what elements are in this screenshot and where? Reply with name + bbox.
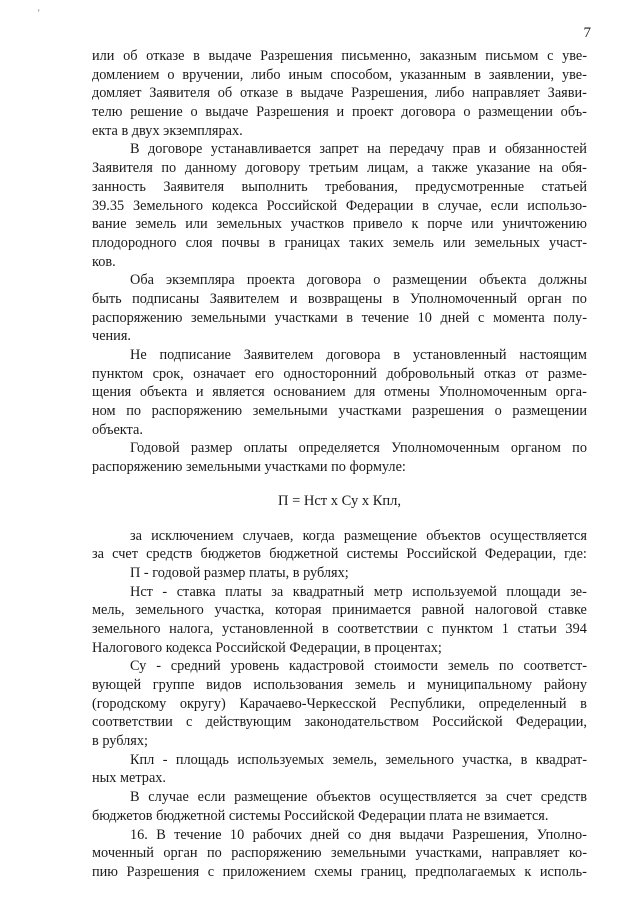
formula: П = Нст х Су х Кпл,: [278, 492, 401, 509]
text-line: [92, 122, 587, 141]
text-line-content: объекта.: [92, 421, 143, 438]
text-line-content: моченный орган по распоряжению земельными участками, направляет ко-: [92, 845, 587, 862]
text-line: [92, 103, 587, 122]
text-line-content: ном по распоряжению земельными участками разрешения о размещении: [92, 403, 587, 420]
text-line: [92, 140, 587, 159]
text-line-content: Оба экземпляра проекта договора о размещении объекта должны: [130, 272, 587, 289]
text-line: [92, 421, 587, 440]
text-line: [92, 713, 587, 732]
text-line: [92, 458, 587, 477]
text-line: [92, 527, 587, 546]
text-line-content: Заявителя по данному договору третьим лицам, а также указание на обя-: [92, 160, 587, 177]
text-line: [92, 309, 587, 328]
text-line-content: соответствии с действующим законодательством Российской Федерации,: [92, 714, 587, 731]
text-line: [92, 215, 587, 234]
text-line-content: 16. В течение 10 рабочих дней со дня выдачи Разрешения, Уполно-: [130, 826, 587, 843]
text-line-content: домлением о вручении, либо иным способом, указанным в заявлении, уве-: [92, 66, 587, 83]
text-line-content: земельного налога, установленной в соответствии с пунктом 1 статьи 394: [92, 620, 587, 637]
text-line-content: Су - средний уровень кадастровой стоимости земель по соответст-: [130, 658, 587, 675]
text-line: [92, 327, 587, 346]
scan-mark: ': [38, 8, 40, 18]
text-line: [92, 751, 587, 770]
text-line-content: бюджетов бюджетной системы Российской Федерации плата не взимается.: [92, 807, 549, 824]
text-line-content: 39.35 Земельного кодекса Российской Федерации в случае, если использо-: [92, 197, 587, 214]
text-line: [92, 583, 587, 602]
text-line-content: чения.: [92, 328, 131, 345]
text-line-content: щения объекта и является основанием для отмены Уполномоченным орга-: [92, 384, 587, 401]
text-line-content: (городскому округу) Карачаево-Черкесской Республики, определенный в: [92, 695, 587, 712]
text-line-content: вующей группе видов использования земель и муниципальному району: [92, 677, 587, 693]
text-line-content: или об отказе в выдаче Разрешения письменно, заказным письмом с уве-: [92, 48, 587, 64]
text-line-content: В случае если размещение объектов осуществляется за счет средств: [130, 789, 587, 806]
text-line: [92, 620, 587, 639]
text-line-content: за исключением случаев, когда размещение объектов осуществляется: [130, 527, 587, 544]
text-line-content: за счет средств бюджетов бюджетной системы Российской Федерации, где:: [92, 546, 587, 563]
text-line: [92, 545, 587, 564]
text-line-content: домляет Заявителя об отказе в выдаче Разрешения, либо направляет Заяви-: [92, 85, 587, 102]
page-number: 7: [583, 25, 591, 41]
text-line: [92, 676, 587, 695]
text-line: [92, 769, 587, 788]
text-line: [92, 47, 587, 66]
text-line: [92, 159, 587, 178]
document-body: [92, 47, 587, 882]
text-line: [92, 788, 587, 807]
text-line: [92, 66, 587, 85]
text-line: [92, 639, 587, 658]
text-line-content: Кпл - площадь используемых земель, земельного участка, в квадрат-: [130, 751, 587, 768]
text-line-content: плодородного слоя почвы в границах таких земель или земельных участ-: [92, 234, 587, 251]
text-line: [92, 197, 587, 216]
text-line-content: пунктом срок, означает его односторонний добровольный отказ от разме-: [92, 365, 587, 382]
text-line: [92, 234, 587, 253]
text-line: [92, 826, 587, 845]
text-line: [92, 863, 587, 882]
text-line-content: ных метрах.: [92, 770, 167, 787]
text-line-content: телю решение о выдаче Разрешения и проект договора о размещении объ-: [92, 104, 587, 121]
text-line-content: Нст - ставка платы за квадратный метр используемой площади зе-: [130, 583, 587, 600]
text-line: [92, 601, 587, 620]
text-line-content: в рублях;: [92, 733, 148, 750]
text-line: [92, 253, 587, 272]
text-line-content: вание земель или земельных участков привело к порче или уничтожению: [92, 216, 587, 233]
text-line: [92, 365, 587, 384]
text-line-content: распоряжению земельными участками в течение 10 дней с момента полу-: [92, 309, 587, 326]
text-line: [92, 271, 587, 290]
text-line-content: занность Заявителя выполнить требования, предусмотренные статьей: [92, 178, 587, 195]
text-line: [92, 84, 587, 103]
text-line: [92, 732, 587, 751]
text-line: [92, 564, 587, 583]
text-line: [92, 695, 587, 714]
text-line-content: пию Разрешения с приложением схемы границ, предполагаемых к исполь-: [92, 863, 587, 880]
text-line: [92, 402, 587, 421]
text-line-content: екта в двух экземплярах.: [92, 122, 243, 139]
text-line-content: В договоре устанавливается запрет на передачу прав и обязанностей: [130, 141, 587, 158]
text-line-content: мель, земельного участка, которая принимается равной налоговой ставке: [92, 602, 587, 619]
text-line-content: Налогового кодекса Российской Федерации, в процентах;: [92, 639, 442, 656]
text-line-content: Не подписание Заявителем договора в установленный настоящим: [130, 347, 587, 363]
text-line: [92, 178, 587, 197]
text-line-content: П - годовой размер платы, в рублях;: [130, 564, 349, 581]
text-line-content: ков.: [92, 253, 116, 270]
text-line: [92, 290, 587, 309]
text-line: [92, 346, 587, 365]
text-line: [92, 383, 587, 402]
text-line: [92, 439, 587, 458]
text-line-content: быть подписаны Заявителем и возвращены в Уполномоченный орган по: [92, 290, 587, 307]
text-line-content: Годовой размер оплаты определяется Уполномоченным органом по: [130, 440, 587, 457]
text-line: [92, 844, 587, 863]
text-line-content: распоряжению земельными участками по формуле:: [92, 459, 406, 476]
text-line: [92, 657, 587, 676]
text-line: [92, 807, 587, 826]
